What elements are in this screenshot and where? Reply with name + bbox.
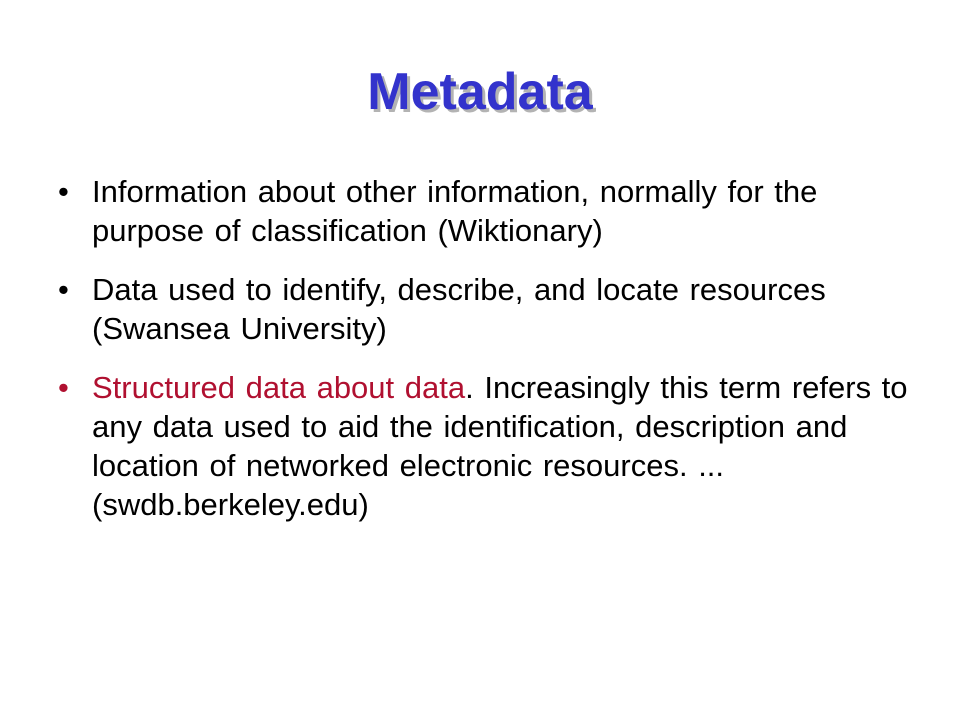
bullet-item [58, 172, 908, 250]
bullet-text: Data used to identify, describe, and locate resources (Swansea University) [92, 272, 826, 346]
bullet-dot-icon: • [58, 370, 69, 405]
bullet-dot-icon: • [58, 272, 69, 307]
bullet-dot-icon: • [58, 174, 69, 209]
bullet-text: Information about other information, normally for the purpose of classification (Wiktionary) [92, 174, 818, 248]
bullet-list [58, 172, 908, 524]
slide-title: Metadata [367, 63, 593, 121]
bullet-text: . Increasingly this term refers to any data used to aid the identification, description and location of networked electronic resources. ... (swdb.berkeley.edu) [92, 370, 908, 522]
bullet-item [58, 270, 908, 348]
bullet-highlight-text: Structured data about data [92, 370, 466, 405]
bullet-item [58, 368, 908, 524]
